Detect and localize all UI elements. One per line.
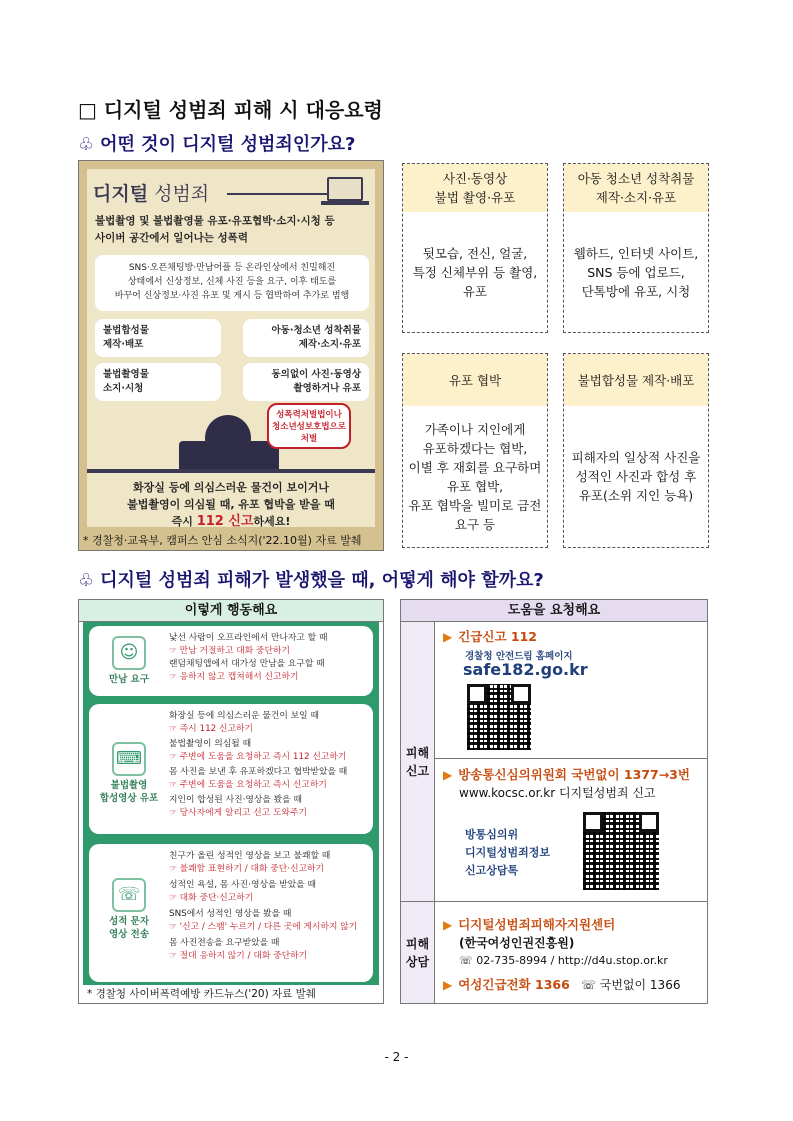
poster-call-to-action [87, 479, 375, 530]
card-head-line: 불법 촬영·유포 [434, 190, 516, 205]
behavior-panel-body [83, 622, 379, 985]
bubble-line: SNS·오픈채팅방·만남어플 등 온라인상에서 친밀해진 [128, 263, 336, 273]
situation-line: SNS에서 성적인 영상을 봤을 때 [169, 909, 292, 919]
card-body-line: SNS 등에 업로드, [587, 264, 685, 280]
situation-line: 친구가 올린 성적인 영상을 보고 불쾌할 때 [169, 851, 331, 861]
row-label-line: 피해 [405, 936, 430, 951]
card-body-line: 유포(소위 지인 능욕) [578, 488, 694, 503]
card-body-line: 요구 등 [454, 516, 496, 532]
card-body-line: 단톡방에 유포, 시청 [581, 283, 691, 299]
card-child-exploitation [563, 163, 709, 333]
poster-bubble-synthetic [95, 319, 221, 357]
action-line: ☞ 주변에 도움을 요청하고 즉시 112 신고하기 [169, 752, 347, 762]
card-body-line: 가족이나 지인에게 [424, 421, 526, 437]
cta-emphasis: 112 신고 [196, 514, 254, 529]
bubble-line: 불법합성물 [103, 325, 149, 336]
row-label-counsel [401, 902, 435, 1003]
poster-definition-line: 사이버 공간에서 일어나는 성폭력 [95, 232, 248, 244]
bubble-line: 제작·배포 [103, 339, 144, 350]
behavior-panel [78, 599, 384, 1004]
people-icon: ☺ [112, 636, 146, 670]
behavior-card-meeting [89, 626, 373, 696]
support-center-contact[interactable]: ☏ 02-735-8994 / http://d4u.stop.or.kr [459, 954, 668, 967]
warning-line: 처벌 [300, 434, 318, 444]
card-body-line: 웹하드, 인터넷 사이트, [573, 245, 699, 261]
action-line: ☞ 절대 응하지 않기 / 대화 중단하기 [169, 951, 308, 961]
behavior-card-label: 합성영상 유포 [99, 793, 159, 804]
section-heading-what-is [78, 130, 355, 156]
situation-line: 화장실 등에 의심스러운 물건이 보일 때 [169, 711, 319, 721]
police-site-label: 경찰청 안전드림 홈페이지 [465, 651, 573, 662]
card-head-line: 제작·소지·유포 [595, 190, 677, 205]
card-head [403, 354, 547, 406]
cta-text: 즉시 [171, 515, 197, 528]
page-title: □ 디지털 성범죄 피해 시 대응요령 [78, 98, 383, 122]
police-site-link[interactable]: safe182.go.kr [463, 660, 588, 679]
cta-line: 불법촬영이 의심될 때, 유포 협박을 받을 때 [127, 498, 335, 511]
poster-title [93, 179, 209, 206]
card-body-line: 성적인 사진과 합성 후 [575, 469, 697, 484]
card-body [564, 212, 708, 332]
behavior-card-illegal-filming [89, 704, 373, 834]
behavior-card-lines [169, 850, 369, 963]
phone-icon: ☏ [112, 878, 146, 912]
behavior-card-sexual-messages [89, 844, 373, 982]
triangle-bullet-icon: ▶ [443, 978, 453, 992]
card-body [403, 406, 547, 547]
row-label-report [401, 622, 435, 901]
card-illegal-filming [402, 163, 548, 333]
page-number: - 2 - [384, 1050, 409, 1064]
card-head [564, 354, 708, 406]
card-head-line: 불법합성물 제작·배포 [577, 372, 695, 388]
row-label-line: 신고 [405, 763, 430, 778]
club-bullet-icon: ♧ [78, 134, 95, 155]
poster-title-bold: 디지털 [93, 183, 149, 205]
situation-line: 랜덤채팅앱에서 대가성 만남을 요구할 때 [169, 659, 325, 669]
help-panel [400, 599, 708, 1004]
situation-line: 몸 사진전송을 요구받았을 때 [169, 938, 280, 948]
bubble-line: 소지·시청 [103, 383, 144, 394]
support-center-entry [443, 914, 615, 933]
card-body-line: 유포 [462, 283, 488, 299]
support-center-title: 디지털성범죄피해자지원센터 [458, 917, 616, 932]
row-divider [435, 758, 707, 759]
action-line: ☞ '신고 / 스팸' 누르기 / 다른 곳에 게시하지 않기 [169, 922, 358, 932]
behavior-panel-header: 이렇게 행동해요 [79, 600, 383, 622]
kcsc-title: 방송통신심의위원회 국번없이 1377→3번 [458, 767, 690, 782]
section-heading-what-to-do [78, 566, 544, 592]
action-line: ☞ 응하지 않고 캡쳐해서 신고하기 [169, 672, 299, 682]
poster-title-rule [227, 193, 327, 195]
punishment-warning-badge [267, 403, 351, 449]
card-head [403, 164, 547, 212]
bubble-line: 바꾸어 신상정보·사진 유포 및 게시 등 협박하여 추가로 범행 [114, 291, 350, 301]
triangle-bullet-icon: ▶ [443, 630, 453, 644]
card-body-line: 유포 협박을 빌미로 금전 [408, 497, 542, 513]
behavior-card-icon-wrap [95, 742, 163, 805]
qr-code-police-icon[interactable] [467, 684, 531, 750]
behavior-card-lines [169, 632, 369, 684]
action-line: ☞ 대화 중단·신고하기 [169, 893, 254, 903]
behavior-card-icon-wrap [95, 636, 163, 686]
hotline-title: 여성긴급전화 1366 [458, 977, 570, 992]
behavior-card-lines [169, 710, 369, 820]
poster-bubble-illegal-footage [95, 363, 221, 401]
card-body-line: 유포 협박, [446, 478, 504, 494]
kcsc-entry [443, 764, 690, 783]
card-body-line: 피해자의 일상적 사진을 [571, 450, 701, 465]
behavior-card-label: 불법촬영 [110, 780, 148, 791]
row-divider [401, 901, 707, 902]
hotline-number[interactable]: ☏ 국번없이 1366 [580, 978, 681, 992]
warning-line: 성폭력처벌법이나 [276, 410, 342, 420]
situation-line: 낯선 사람이 오프라인에서 만나자고 할 때 [169, 633, 328, 643]
card-body [403, 212, 547, 332]
bubble-line: 아동·청소년 성착취물 [271, 325, 361, 336]
poster-panel [87, 169, 375, 527]
poster-source-note: * 경찰청·교육부, 캠퍼스 안심 소식지('22.10월) 자료 발췌 [83, 534, 362, 547]
club-bullet-icon: ♧ [78, 570, 95, 591]
action-line: ☞ 불쾌함 표현하기 / 대화 중단·신고하기 [169, 864, 325, 874]
card-body-line: 유포하겠다는 협박, [422, 440, 528, 456]
action-line: ☞ 만남 거절하고 대화 중단하기 [169, 646, 291, 656]
behavior-card-label: 성적 문자 [108, 916, 149, 927]
kcsc-qr-caption-line: 방통심의위 [465, 828, 519, 841]
cta-text: 하세요! [253, 515, 291, 528]
section-title: 어떤 것이 디지털 성범죄인가요? [100, 134, 356, 155]
bubble-line: 제작·소지·유포 [298, 339, 361, 350]
action-line: ☞ 즉시 112 신고하기 [169, 724, 254, 734]
bubble-line: 촬영하거나 유포 [293, 383, 361, 394]
triangle-bullet-icon: ▶ [443, 768, 453, 782]
card-head-line: 아동 청소년 성착취물 [577, 171, 695, 186]
poster-bubble-child-material [243, 319, 369, 357]
warning-line: 청소년성보호법으로 [272, 422, 346, 432]
desk-line [87, 469, 375, 473]
cta-line: 화장실 등에 의심스러운 물건이 보이거나 [133, 481, 329, 494]
situation-line: 불법촬영이 의심될 때 [169, 739, 252, 749]
poster-speech-bubble [95, 255, 369, 311]
row-label-line: 상담 [405, 954, 430, 969]
action-line: ☞ 주변에 도움을 요청하고 즉시 신고하기 [169, 780, 327, 790]
card-synthetic-media [563, 353, 709, 548]
card-body [564, 406, 708, 547]
help-panel-header: 도움을 요청해요 [401, 600, 707, 622]
behavior-card-label: 만남 요구 [108, 674, 149, 685]
bubble-line: 동의없이 사진·동영상 [271, 369, 361, 380]
qr-code-kcsc-icon[interactable] [583, 812, 659, 890]
card-body-line: 뒷모습, 전신, 얼굴, [422, 245, 528, 261]
poster-title-light: 성범죄 [148, 183, 210, 205]
row-label-line: 피해 [405, 745, 430, 760]
hotline-entry [443, 974, 680, 993]
police-entry [443, 626, 537, 645]
behavior-card-icon-wrap [95, 878, 163, 941]
poster-bubble-no-consent [243, 363, 369, 401]
kcsc-qr-caption [465, 826, 550, 880]
card-distribution-threat [402, 353, 548, 548]
bubble-line: 상태에서 신상정보, 신체 사진 등을 요구, 이후 태도를 [127, 277, 337, 287]
monitor-icon [179, 441, 279, 471]
bubble-line: 불법촬영물 [103, 369, 149, 380]
card-head-line: 유포 협박 [448, 372, 502, 388]
poster-definition-line: 불법촬영 및 불법촬영물 유포·유포협박·소지·시청 등 [95, 215, 335, 227]
support-center-org: (한국여성인권진흥원) [459, 936, 575, 950]
digital-crime-poster [78, 160, 384, 551]
cta-line [87, 513, 375, 530]
card-head-line: 사진·동영상 [442, 171, 508, 186]
section-title: 디지털 성범죄 피해가 발생했을 때, 어떻게 해야 할까요? [100, 570, 544, 591]
card-body-line: 이별 후 재회를 요구하며 [408, 459, 542, 475]
card-body-line: 특정 신체부위 등 촬영, [412, 264, 538, 280]
triangle-bullet-icon: ▶ [443, 918, 453, 932]
behavior-card-label: 영상 전송 [108, 929, 149, 940]
card-head [564, 164, 708, 212]
situation-line: 성적인 욕설, 몸 사진·영상을 받았을 때 [169, 880, 317, 890]
keyboard-icon: ⌨ [112, 742, 146, 776]
situation-line: 지인이 합성된 사진·영상을 봤을 때 [169, 795, 302, 805]
police-title: 긴급신고 112 [458, 629, 537, 644]
kcsc-qr-caption-line: 신고상담톡 [465, 864, 519, 877]
kcsc-qr-caption-line: 디지털성범죄정보 [465, 846, 551, 859]
kcsc-site[interactable]: www.kocsc.or.kr 디지털성범죄 신고 [459, 786, 656, 800]
situation-line: 몸 사진을 보낸 후 유포하겠다고 협박받았을 때 [169, 767, 348, 777]
behavior-source-note: * 경찰청 사이버폭력예방 카드뉴스('20) 자료 발췌 [87, 988, 316, 1000]
laptop-icon [327, 177, 363, 201]
action-line: ☞ 당사자에게 알리고 신고 도와주기 [169, 808, 308, 818]
poster-definition [95, 213, 375, 247]
